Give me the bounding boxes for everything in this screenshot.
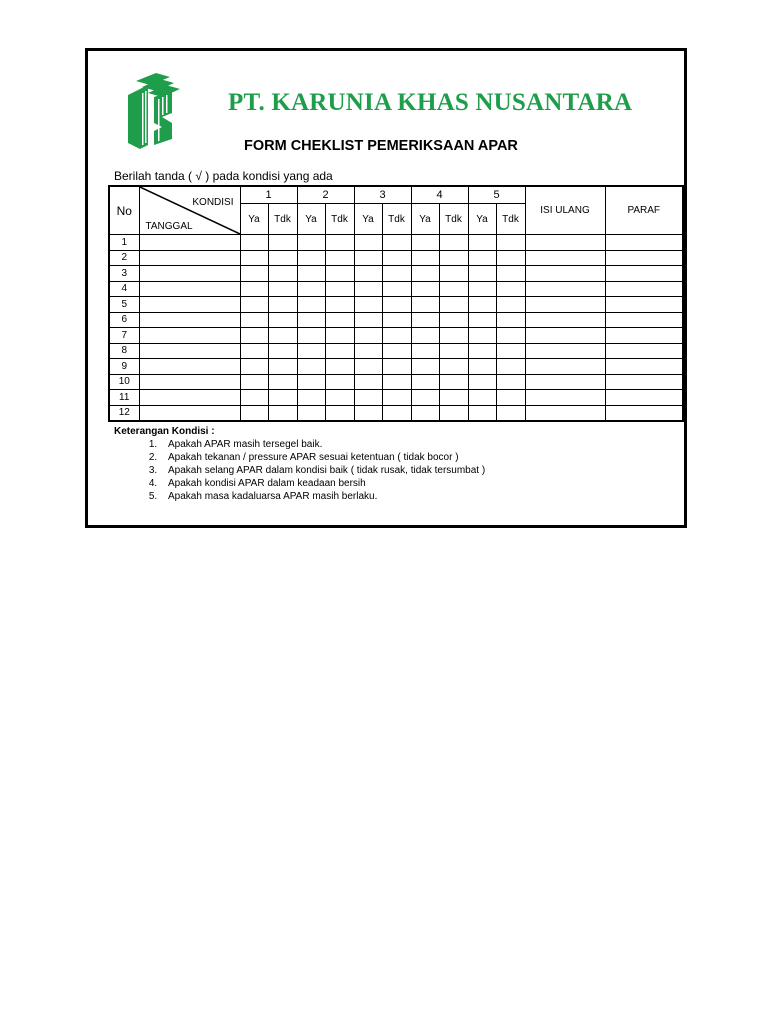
notes-section — [114, 425, 485, 503]
isi-ulang-cell[interactable] — [525, 374, 605, 390]
ya-checkbox-cell[interactable] — [240, 250, 268, 266]
company-logo-icon — [126, 73, 186, 149]
tdk-checkbox-cell[interactable] — [439, 235, 468, 251]
row-number: 12 — [109, 405, 139, 421]
no-column-header: No — [109, 186, 139, 235]
row-number: 6 — [109, 312, 139, 328]
isi-ulang-cell[interactable] — [525, 328, 605, 344]
ya-checkbox-cell[interactable] — [240, 374, 268, 390]
tdk-checkbox-cell[interactable] — [325, 250, 354, 266]
tdk-checkbox-cell[interactable] — [496, 374, 525, 390]
tdk-header: Tdk — [325, 204, 354, 235]
isi-ulang-cell[interactable] — [525, 343, 605, 359]
row-number: 2 — [109, 250, 139, 266]
paraf-cell[interactable] — [605, 343, 683, 359]
ya-checkbox-cell[interactable] — [354, 297, 382, 313]
tanggal-cell[interactable] — [139, 374, 240, 390]
tdk-checkbox-cell[interactable] — [496, 235, 525, 251]
condition-2-header: 2 — [297, 186, 354, 204]
row-number: 4 — [109, 281, 139, 297]
tanggal-cell[interactable] — [139, 343, 240, 359]
ya-header: Ya — [468, 204, 496, 235]
tdk-checkbox-cell[interactable] — [382, 266, 411, 282]
tdk-checkbox-cell[interactable] — [382, 328, 411, 344]
checklist-table — [108, 185, 684, 422]
tdk-checkbox-cell[interactable] — [439, 312, 468, 328]
table-row — [109, 235, 683, 251]
ya-checkbox-cell[interactable] — [468, 374, 496, 390]
ya-checkbox-cell[interactable] — [354, 266, 382, 282]
ya-checkbox-cell[interactable] — [354, 405, 382, 421]
ya-checkbox-cell[interactable] — [411, 297, 439, 313]
table-row — [109, 359, 683, 375]
tdk-checkbox-cell[interactable] — [268, 374, 297, 390]
tdk-checkbox-cell[interactable] — [325, 359, 354, 375]
table-row — [109, 328, 683, 344]
table-row — [109, 405, 683, 421]
kondisi-tanggal-header — [139, 186, 240, 235]
ya-checkbox-cell[interactable] — [354, 250, 382, 266]
ya-checkbox-cell[interactable] — [468, 266, 496, 282]
tdk-checkbox-cell[interactable] — [439, 359, 468, 375]
isi-ulang-cell[interactable] — [525, 297, 605, 313]
row-number: 10 — [109, 374, 139, 390]
tdk-checkbox-cell[interactable] — [268, 250, 297, 266]
form-title: FORM CHEKLIST PEMERIKSAAN APAR — [244, 138, 518, 154]
tdk-checkbox-cell[interactable] — [325, 281, 354, 297]
tdk-checkbox-cell[interactable] — [268, 312, 297, 328]
tdk-checkbox-cell[interactable] — [496, 266, 525, 282]
ya-checkbox-cell[interactable] — [354, 312, 382, 328]
tdk-checkbox-cell[interactable] — [325, 390, 354, 406]
ya-checkbox-cell[interactable] — [354, 281, 382, 297]
row-number: 11 — [109, 390, 139, 406]
ya-checkbox-cell[interactable] — [468, 328, 496, 344]
paraf-cell[interactable] — [605, 297, 683, 313]
tanggal-cell[interactable] — [139, 359, 240, 375]
tdk-checkbox-cell[interactable] — [496, 359, 525, 375]
tdk-checkbox-cell[interactable] — [382, 359, 411, 375]
ya-checkbox-cell[interactable] — [468, 312, 496, 328]
paraf-cell[interactable] — [605, 250, 683, 266]
isi-ulang-cell[interactable] — [525, 359, 605, 375]
tdk-checkbox-cell[interactable] — [325, 266, 354, 282]
ya-checkbox-cell[interactable] — [297, 235, 325, 251]
tdk-checkbox-cell[interactable] — [325, 343, 354, 359]
tanggal-cell[interactable] — [139, 390, 240, 406]
isi-ulang-header: ISI ULANG — [525, 186, 605, 235]
row-number: 7 — [109, 328, 139, 344]
ya-checkbox-cell[interactable] — [354, 359, 382, 375]
ya-checkbox-cell[interactable] — [240, 235, 268, 251]
tdk-checkbox-cell[interactable] — [382, 312, 411, 328]
ya-checkbox-cell[interactable] — [297, 374, 325, 390]
company-name: PT. KARUNIA KHAS NUSANTARA — [228, 89, 633, 116]
ya-checkbox-cell[interactable] — [354, 374, 382, 390]
tdk-checkbox-cell[interactable] — [439, 343, 468, 359]
tdk-checkbox-cell[interactable] — [382, 250, 411, 266]
ya-checkbox-cell[interactable] — [411, 281, 439, 297]
table-row — [109, 281, 683, 297]
tdk-checkbox-cell[interactable] — [325, 235, 354, 251]
kondisi-label: KONDISI — [192, 197, 234, 208]
isi-ulang-cell[interactable] — [525, 250, 605, 266]
table-row — [109, 374, 683, 390]
tdk-checkbox-cell[interactable] — [496, 343, 525, 359]
tanggal-label: TANGGAL — [145, 221, 193, 232]
tdk-checkbox-cell[interactable] — [325, 297, 354, 313]
note-item: 4. Apakah kondisi APAR dalam keadaan bersih — [160, 477, 485, 490]
paraf-cell[interactable] — [605, 312, 683, 328]
ya-checkbox-cell[interactable] — [297, 250, 325, 266]
tdk-checkbox-cell[interactable] — [496, 250, 525, 266]
note-item: 3. Apakah selang APAR dalam kondisi baik ( tidak rusak, tidak tersumbat ) — [160, 464, 485, 477]
form-frame — [85, 48, 687, 528]
ya-checkbox-cell[interactable] — [354, 343, 382, 359]
row-number: 1 — [109, 235, 139, 251]
ya-checkbox-cell[interactable] — [354, 390, 382, 406]
ya-checkbox-cell[interactable] — [411, 312, 439, 328]
ya-checkbox-cell[interactable] — [240, 328, 268, 344]
ya-checkbox-cell[interactable] — [468, 359, 496, 375]
tdk-checkbox-cell[interactable] — [382, 281, 411, 297]
tanggal-cell[interactable] — [139, 281, 240, 297]
tdk-header: Tdk — [439, 204, 468, 235]
tdk-checkbox-cell[interactable] — [439, 250, 468, 266]
ya-checkbox-cell[interactable] — [240, 405, 268, 421]
tdk-checkbox-cell[interactable] — [439, 266, 468, 282]
tdk-checkbox-cell[interactable] — [382, 297, 411, 313]
ya-header: Ya — [411, 204, 439, 235]
ya-checkbox-cell[interactable] — [297, 312, 325, 328]
row-number: 9 — [109, 359, 139, 375]
ya-checkbox-cell[interactable] — [411, 266, 439, 282]
ya-header: Ya — [354, 204, 382, 235]
tdk-checkbox-cell[interactable] — [439, 328, 468, 344]
paraf-cell[interactable] — [605, 281, 683, 297]
tdk-checkbox-cell[interactable] — [439, 390, 468, 406]
ya-checkbox-cell[interactable] — [468, 250, 496, 266]
tanggal-cell[interactable] — [139, 266, 240, 282]
table-row — [109, 297, 683, 313]
tdk-checkbox-cell[interactable] — [496, 328, 525, 344]
isi-ulang-cell[interactable] — [525, 312, 605, 328]
paraf-cell[interactable] — [605, 235, 683, 251]
isi-ulang-cell[interactable] — [525, 281, 605, 297]
condition-1-header: 1 — [240, 186, 297, 204]
tdk-checkbox-cell[interactable] — [268, 297, 297, 313]
tdk-checkbox-cell[interactable] — [496, 390, 525, 406]
ya-checkbox-cell[interactable] — [297, 343, 325, 359]
row-number: 8 — [109, 343, 139, 359]
paraf-cell[interactable] — [605, 359, 683, 375]
tdk-checkbox-cell[interactable] — [382, 390, 411, 406]
ya-checkbox-cell[interactable] — [240, 297, 268, 313]
table-row — [109, 343, 683, 359]
ya-checkbox-cell[interactable] — [240, 312, 268, 328]
ya-checkbox-cell[interactable] — [240, 266, 268, 282]
tdk-checkbox-cell[interactable] — [268, 235, 297, 251]
paraf-header: PARAF — [605, 186, 683, 235]
ya-checkbox-cell[interactable] — [240, 343, 268, 359]
ya-checkbox-cell[interactable] — [297, 359, 325, 375]
tdk-header: Tdk — [268, 204, 297, 235]
isi-ulang-cell[interactable] — [525, 266, 605, 282]
isi-ulang-cell[interactable] — [525, 390, 605, 406]
tanggal-cell[interactable] — [139, 297, 240, 313]
tanggal-cell[interactable] — [139, 312, 240, 328]
notes-list — [114, 438, 485, 503]
tanggal-cell[interactable] — [139, 235, 240, 251]
ya-checkbox-cell[interactable] — [354, 235, 382, 251]
ya-checkbox-cell[interactable] — [468, 235, 496, 251]
ya-checkbox-cell[interactable] — [297, 281, 325, 297]
ya-checkbox-cell[interactable] — [468, 297, 496, 313]
tdk-checkbox-cell[interactable] — [325, 328, 354, 344]
instruction-text: Berilah tanda ( √ ) pada kondisi yang ada — [114, 169, 333, 183]
tdk-checkbox-cell[interactable] — [382, 235, 411, 251]
ya-checkbox-cell[interactable] — [297, 297, 325, 313]
note-item: 1. Apakah APAR masih tersegel baik. — [160, 438, 485, 451]
paraf-cell[interactable] — [605, 390, 683, 406]
ya-checkbox-cell[interactable] — [468, 390, 496, 406]
ya-checkbox-cell[interactable] — [297, 266, 325, 282]
condition-3-header: 3 — [354, 186, 411, 204]
isi-ulang-cell[interactable] — [525, 235, 605, 251]
ya-checkbox-cell[interactable] — [411, 374, 439, 390]
ya-checkbox-cell[interactable] — [411, 328, 439, 344]
tdk-checkbox-cell[interactable] — [496, 312, 525, 328]
ya-header: Ya — [240, 204, 268, 235]
tdk-checkbox-cell[interactable] — [268, 343, 297, 359]
paraf-cell[interactable] — [605, 266, 683, 282]
tdk-checkbox-cell[interactable] — [439, 405, 468, 421]
tdk-header: Tdk — [382, 204, 411, 235]
tdk-checkbox-cell[interactable] — [439, 281, 468, 297]
ya-checkbox-cell[interactable] — [468, 343, 496, 359]
tdk-header: Tdk — [496, 204, 525, 235]
tdk-checkbox-cell[interactable] — [496, 281, 525, 297]
tanggal-cell[interactable] — [139, 250, 240, 266]
tdk-checkbox-cell[interactable] — [496, 297, 525, 313]
tanggal-cell[interactable] — [139, 405, 240, 421]
ya-checkbox-cell[interactable] — [297, 390, 325, 406]
ya-checkbox-cell[interactable] — [411, 359, 439, 375]
tdk-checkbox-cell[interactable] — [325, 405, 354, 421]
tdk-checkbox-cell[interactable] — [325, 312, 354, 328]
notes-title: Keterangan Kondisi : — [114, 426, 215, 437]
note-item: 2. Apakah tekanan / pressure APAR sesuai ketentuan ( tidak bocor ) — [160, 451, 485, 464]
ya-checkbox-cell[interactable] — [468, 281, 496, 297]
tdk-checkbox-cell[interactable] — [439, 297, 468, 313]
table-row — [109, 250, 683, 266]
ya-checkbox-cell[interactable] — [240, 390, 268, 406]
tdk-checkbox-cell[interactable] — [382, 374, 411, 390]
tanggal-cell[interactable] — [139, 328, 240, 344]
tdk-checkbox-cell[interactable] — [268, 281, 297, 297]
ya-checkbox-cell[interactable] — [240, 281, 268, 297]
tdk-checkbox-cell[interactable] — [268, 328, 297, 344]
ya-checkbox-cell[interactable] — [354, 328, 382, 344]
ya-checkbox-cell[interactable] — [411, 235, 439, 251]
note-item: 5. Apakah masa kadaluarsa APAR masih berlaku. — [160, 490, 485, 503]
condition-5-header: 5 — [468, 186, 525, 204]
paraf-cell[interactable] — [605, 374, 683, 390]
ya-checkbox-cell[interactable] — [240, 359, 268, 375]
ya-header: Ya — [297, 204, 325, 235]
ya-checkbox-cell[interactable] — [411, 250, 439, 266]
tdk-checkbox-cell[interactable] — [496, 405, 525, 421]
ya-checkbox-cell[interactable] — [411, 343, 439, 359]
ya-checkbox-cell[interactable] — [297, 328, 325, 344]
tdk-checkbox-cell[interactable] — [382, 405, 411, 421]
ya-checkbox-cell[interactable] — [468, 405, 496, 421]
table-row — [109, 390, 683, 406]
table-row — [109, 266, 683, 282]
paraf-cell[interactable] — [605, 328, 683, 344]
tdk-checkbox-cell[interactable] — [268, 359, 297, 375]
tdk-checkbox-cell[interactable] — [439, 374, 468, 390]
ya-checkbox-cell[interactable] — [411, 405, 439, 421]
row-number: 5 — [109, 297, 139, 313]
isi-ulang-cell[interactable] — [525, 405, 605, 421]
tdk-checkbox-cell[interactable] — [325, 374, 354, 390]
paraf-cell[interactable] — [605, 405, 683, 421]
ya-checkbox-cell[interactable] — [411, 390, 439, 406]
tdk-checkbox-cell[interactable] — [268, 405, 297, 421]
condition-4-header: 4 — [411, 186, 468, 204]
tdk-checkbox-cell[interactable] — [268, 390, 297, 406]
tdk-checkbox-cell[interactable] — [268, 266, 297, 282]
ya-checkbox-cell[interactable] — [297, 405, 325, 421]
table-row — [109, 312, 683, 328]
row-number: 3 — [109, 266, 139, 282]
tdk-checkbox-cell[interactable] — [382, 343, 411, 359]
